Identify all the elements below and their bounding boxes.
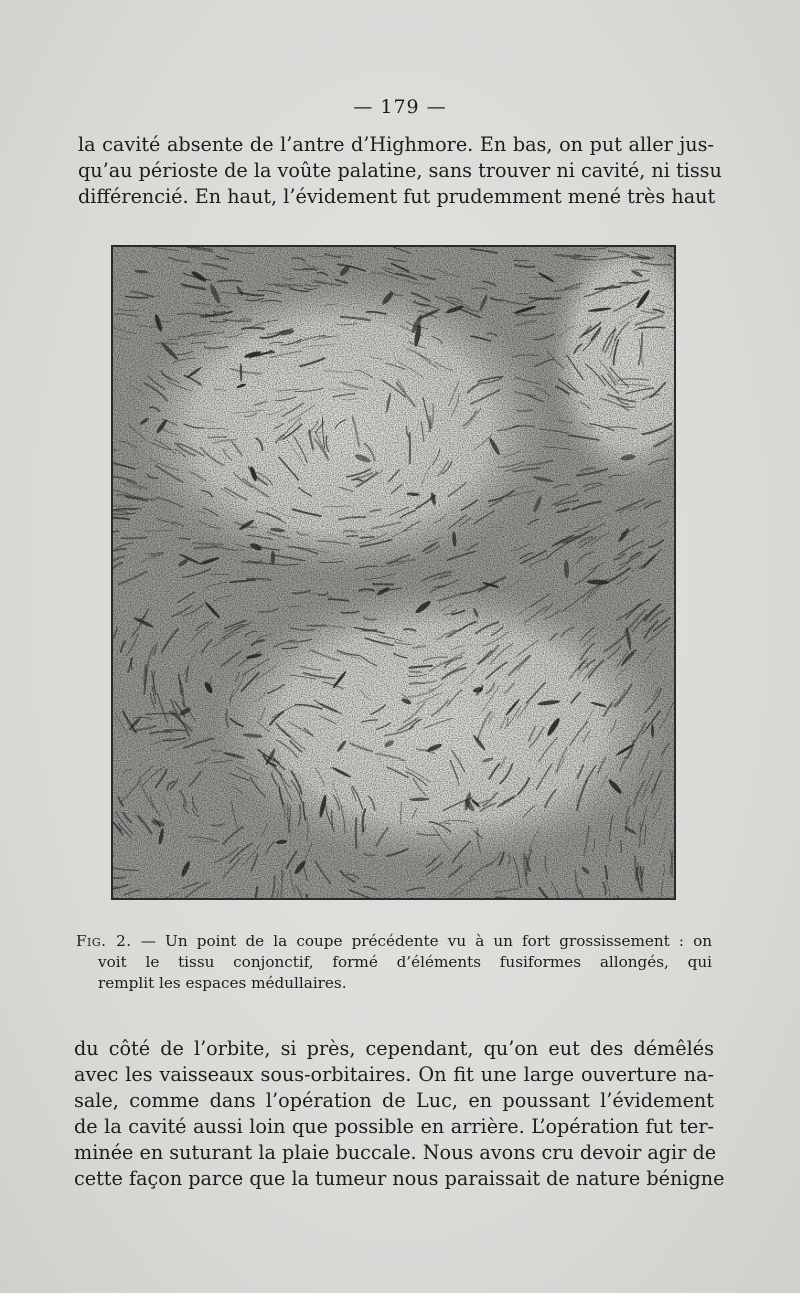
caption-line: Fig. 2. — Un point de la coupe précédente vu à un fort grossissement : on bbox=[76, 932, 713, 950]
caption-line: voit le tissu conjonctif, formé d’éléments fusiformes allongés, qui bbox=[98, 953, 712, 971]
text-line: la cavité absente de l’antre d’Highmore. En bas, on put aller jus- bbox=[78, 133, 714, 156]
figure-label: Fig. 2. bbox=[76, 932, 132, 950]
text-line: minée en suturant la plaie buccale. Nous avons cru devoir agir de bbox=[74, 1141, 717, 1164]
text-line: différencié. En haut, l’évidement fut prudemment mené très haut bbox=[78, 185, 716, 208]
text-line: qu’au périoste de la voûte palatine, sans trouver ni cavité, ni tissu bbox=[78, 159, 722, 182]
page-number: — 179 — bbox=[353, 96, 447, 118]
text-line: sale, comme dans l’opération de Luc, en poussant l’évidement bbox=[74, 1089, 714, 1112]
text-line: avec les vaisseaux sous-orbitaires. On fit une large ouverture na- bbox=[74, 1063, 714, 1086]
figure-caption bbox=[76, 931, 712, 994]
histology-illustration bbox=[111, 245, 676, 900]
bottom-paragraph bbox=[74, 1036, 725, 1192]
text-line: cette façon parce que la tumeur nous paraissait de nature bénigne bbox=[74, 1167, 725, 1190]
text-line: du côté de l’orbite, si près, cependant, qu’on eut des démêlés bbox=[74, 1037, 714, 1060]
top-paragraph bbox=[78, 132, 722, 210]
text-line: de la cavité aussi loin que possible en arrière. L’opération fut ter- bbox=[74, 1115, 714, 1138]
caption-line: remplit les espaces médullaires. bbox=[98, 974, 347, 992]
